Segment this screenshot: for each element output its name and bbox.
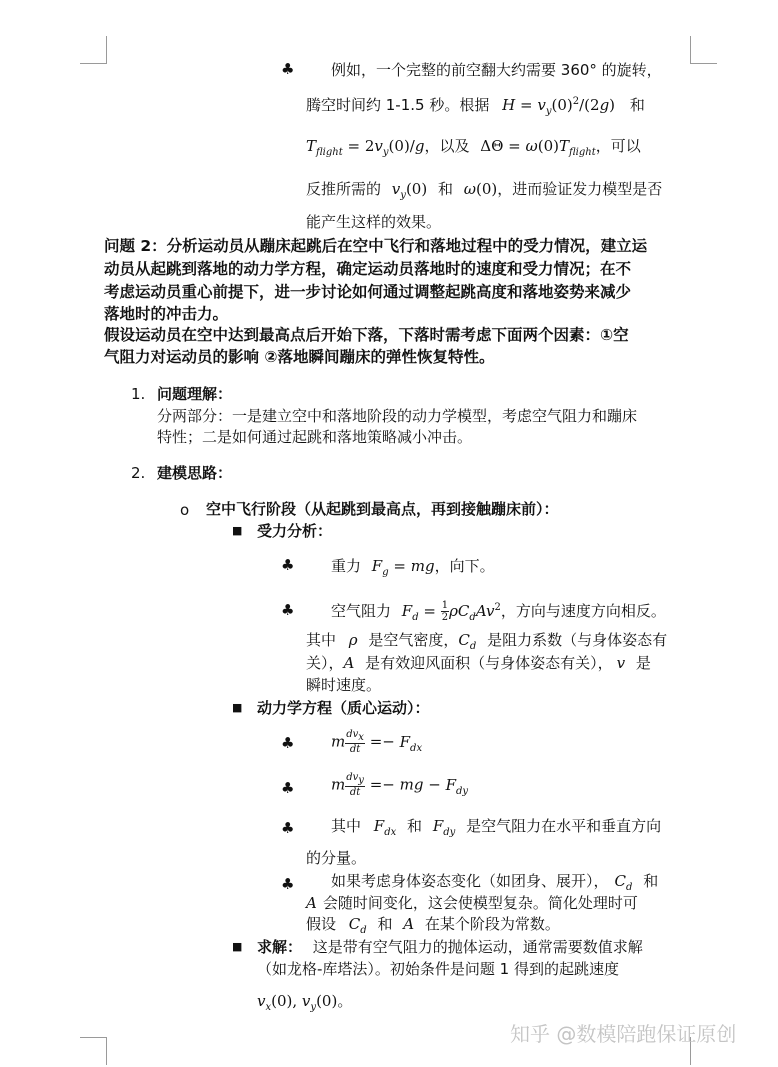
solve-line1: 求解： 这是带有空气阻力的抛体运动，通常需要数值求解: [257, 938, 643, 956]
components-line1: 其中 $F_{dx}$ 和 $F_{dy}$ 是空气阻力在水平和垂直方向: [331, 817, 662, 838]
para1-line4: 反推所需的 $v_y(0)$ 和 ω(0)，进而验证发力模型是否: [306, 180, 663, 201]
crop-mark-bottom-left-h: [80, 1037, 107, 1038]
posture-line3: 假设 $C_d$ 和 A 在某个阶段为常数。: [306, 915, 560, 936]
question2-line2: 动员从起跳到落地的动力学方程，确定运动员落地时的速度和受力情况；在不: [104, 260, 632, 278]
gravity-line: 重力 $F_g$ = mg，向下。: [331, 557, 495, 578]
club-bullet-icon: ♣: [281, 734, 295, 752]
crop-mark-top-left-h: [80, 63, 107, 64]
square-bullet-icon: ■: [232, 524, 243, 537]
para1-line5: 能产生这样的效果。: [306, 213, 442, 231]
club-bullet-icon: ♣: [281, 779, 295, 797]
phase-title: 空中飞行阶段（从起跳到最高点，再到接触蹦床前）：: [206, 500, 559, 518]
crop-mark-top-right-v: [690, 36, 691, 64]
item2-number: 2.: [131, 464, 146, 482]
item1-line1: 分两部分：一是建立空中和落地阶段的动力学模型，考虑空气阻力和蹦床: [157, 407, 638, 425]
item1-line2: 特性；二是如何通过起跳和落地策略减小冲击。: [157, 428, 473, 446]
item1-number: 1.: [131, 385, 146, 403]
solve-line3: $v_x(0)$, $v_y(0)$。: [257, 992, 353, 1013]
solve-line2: （如龙格-库塔法）。初始条件是问题 1 得到的起跳速度: [257, 960, 619, 978]
item1-title: 问题理解：: [157, 385, 233, 403]
force-analysis-title: 受力分析：: [257, 522, 333, 540]
dynamics-title: 动力学方程（质心运动）：: [257, 699, 430, 717]
drag-line: 空气阻力 $F_d$ = $\frac{1}{2}$ $\rho C_dAv^2$，方向与速度方向相反。: [331, 600, 666, 623]
zhihu-watermark: 知乎 @数模陪跑保证原创: [510, 1022, 737, 1046]
drag-note-line2: 关），A 是有效迎风面积（与身体姿态有关）， v 是: [306, 654, 651, 672]
crop-mark-bottom-left-v: [106, 1037, 107, 1065]
crop-mark-top-right-h: [690, 63, 717, 64]
question2-line1: 问题 2：分析运动员从蹦床起跳后在空中飞行和落地过程中的受力情况，建立运: [104, 237, 648, 255]
para1-line1: 例如，一个完整的前空翻大约需要 360° 的旋转，: [331, 61, 662, 79]
para1-line2: 腾空时间约 1-1.5 秒。根据 $H = v_y(0)^2/(2g)$ 和: [306, 96, 645, 117]
posture-line2: A 会随时间变化，这会使模型复杂。简化处理时可: [306, 894, 638, 912]
club-bullet-icon: ♣: [281, 601, 295, 619]
club-bullet-icon: ♣: [281, 556, 295, 574]
question2-line4: 落地时的冲击力。: [104, 305, 229, 323]
club-bullet-icon: ♣: [281, 875, 295, 893]
drag-note-line3: 瞬时速度。: [306, 676, 382, 694]
crop-mark-top-left-v: [106, 36, 107, 64]
square-bullet-icon: ■: [232, 701, 243, 714]
square-bullet-icon: ■: [232, 940, 243, 953]
question2-line5: 假设运动员在空中达到最高点后开始下落，下落时需考虑下面两个因素：①空: [104, 326, 629, 344]
components-line2: 的分量。: [306, 849, 367, 867]
posture-line1: 如果考虑身体姿态变化（如团身、展开）， $C_d$ 和: [331, 872, 659, 893]
club-bullet-icon: ♣: [281, 60, 295, 78]
question2-line6: 气阻力对运动员的影响 ②落地瞬间蹦床的弹性恢复特性。: [104, 348, 495, 366]
club-bullet-icon: ♣: [281, 819, 295, 837]
equation-x: m $\frac{dv_x}{dt}$ =− $F_{dx}$: [331, 729, 423, 755]
question2-line3: 考虑运动员重心前提下，进一步讨论如何通过调整起跳高度和落地姿势来减少: [104, 283, 632, 301]
para1-line3: $T_{flight} = 2v_y(0)/g$，以及 $\Delta\Theta = \omega(0)T_{flight}$，可以: [306, 137, 641, 158]
equation-y: m $\frac{dv_y}{dt}$ =− mg − $F_{dy}$: [331, 772, 469, 798]
item2-title: 建模思路：: [157, 464, 233, 482]
circle-bullet-icon: o: [180, 501, 190, 519]
drag-note-line1: 其中 ρ 是空气密度，$C_d$ 是阻力系数（与身体姿态有: [306, 631, 668, 652]
